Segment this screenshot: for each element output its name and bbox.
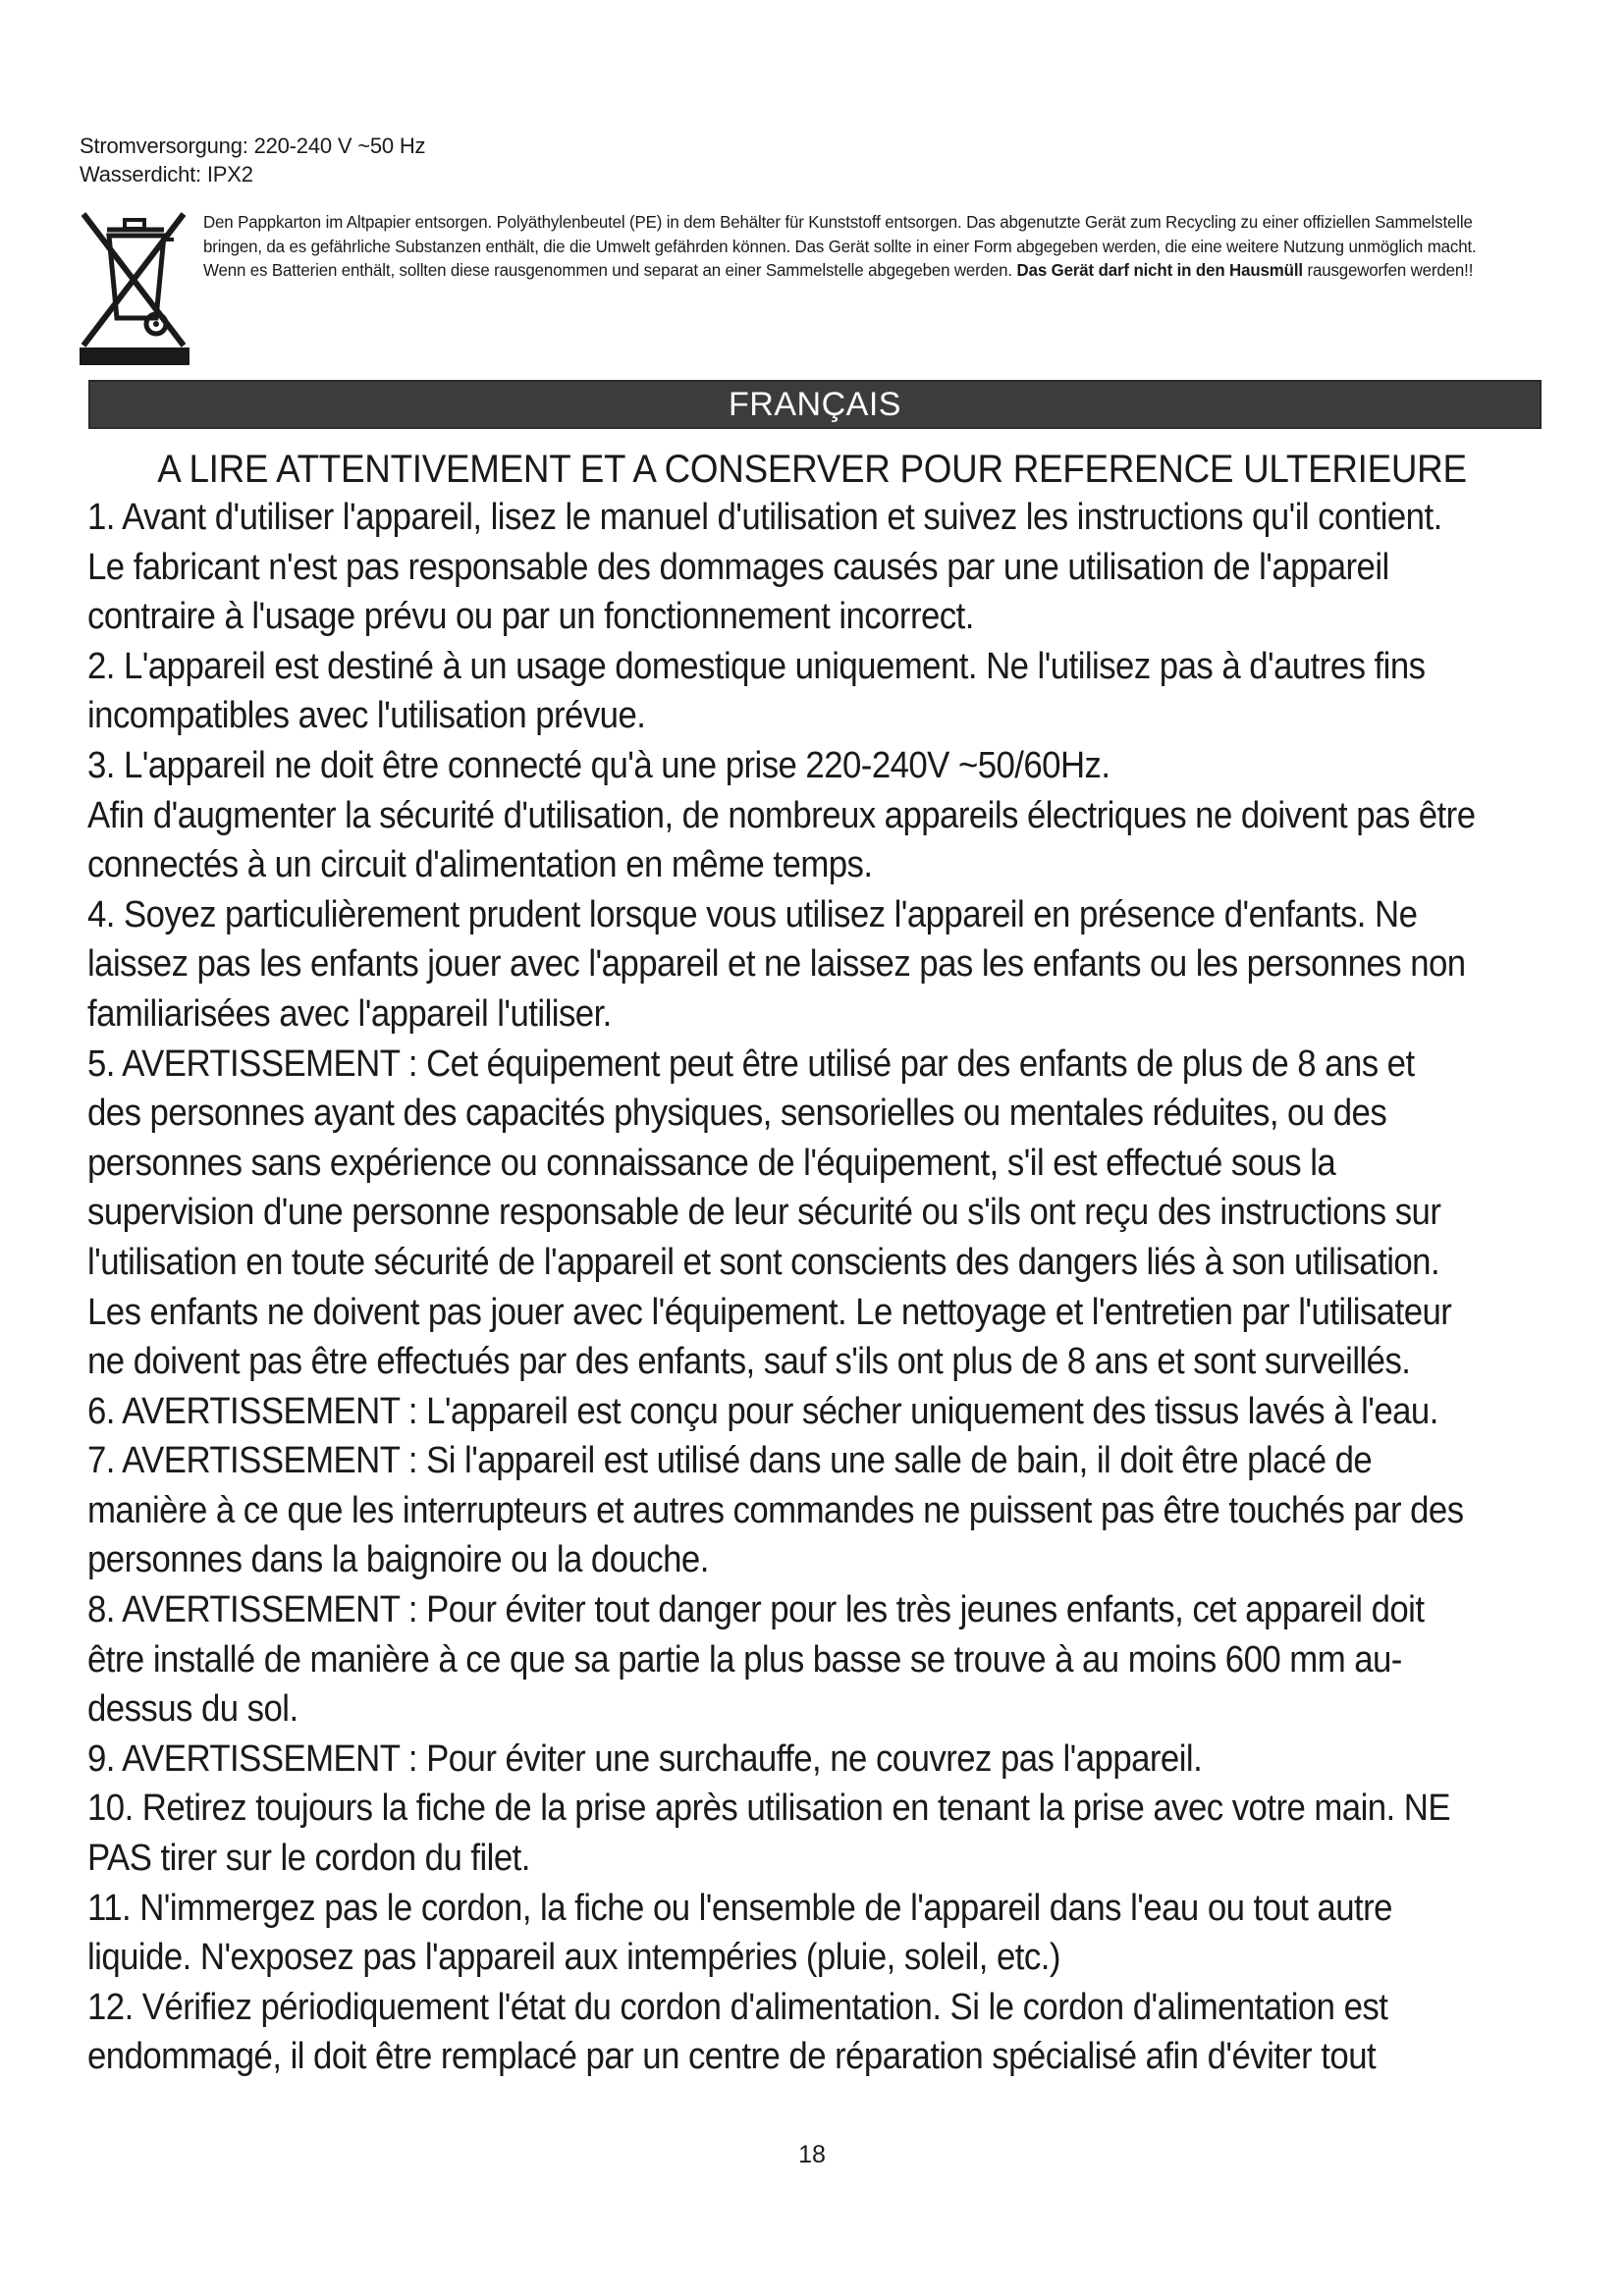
power-supply-spec: Stromversorgung: 220-240 V ~50 Hz [80,133,426,158]
instruction-item: Afin d'augmenter la sécurité d'utilisation, de nombreux appareils électriques ne doivent pas être connectés à un circuit d'alimentation en même temps. [87,794,1476,886]
instruction-item: 12. Vérifiez périodiquement l'état du cordon d'alimentation. Si le cordon d'alimentation est endommagé, il doit être remplacé par un centre de réparation spécialisé afin d'éviter tout [87,1986,1388,2078]
disposal-text: Den Pappkarton im Altpapier entsorgen. Polyäthylenbeutel (PE) in dem Behälter für Kunststoff entsorgen. Das abgenutzte Gerät zum Recycling zu einer offiziellen Sammelstelle bringen, da es gefährliche Substanzen enthält, die die Umwelt gefährden können. Das Gerät sollte in einer Form abgegeben werden, die eine weitere Nutzung unmöglich macht. Wenn es Batterien enthält, sollten diese rausgenommen und separat an einer Sammelstelle abgegeben werden. [203,212,1477,280]
instruction-item: 5. AVERTISSEMENT : Cet équipement peut être utilisé par des enfants de plus de 8 ans et des personnes ayant des capacités physiques, sensorielles ou mentales réduites, ou des personnes sans expérience ou connaissance de l'équipement, s'il est effectué sous la supervision d'une personne responsable de leur sécurité ou s'ils ont reçu des instructions sur l'utilisation en toute sécurité de l'appareil et sont conscients des dangers liés à son utilisation. Les enfants ne doivent pas jouer avec l'équipement. Le nettoyage et l'entretien par l'utilisateur ne doivent pas être effectués par des enfants, sauf s'ils ont plus de 8 ans et sont surveillés. [87,1042,1452,1383]
instruction-item: 2. L'appareil est destiné à un usage domestique uniquement. Ne l'utilisez pas à d'autres fins incompatibles avec l'utilisation prévue. [87,645,1426,737]
disposal-notice [74,208,1566,375]
instruction-item: 7. AVERTISSEMENT : Si l'appareil est utilisé dans une salle de bain, il doit être placé de manière à ce que les interrupteurs et autres commandes ne puissent pas être touchés par des personnes dans la baignoire ou la douche. [87,1440,1464,1581]
instruction-item: 1. Avant d'utiliser l'appareil, lisez le manuel d'utilisation et suivez les instructions qu'il contient. Le fabricant n'est pas responsable des dommages causés par une utilisation de l'appareil contraire à l'usage prévu ou par un fonctionnement incorrect. [87,497,1442,638]
section-headline: A LIRE ATTENTIVEMENT ET A CONSERVER POUR REFERENCE ULTERIEURE [157,448,1467,491]
specifications [80,132,425,188]
instruction-item: 9. AVERTISSEMENT : Pour éviter une surchauffe, ne couvrez pas l'appareil. [87,1737,1203,1780]
instruction-item: 3. L'appareil ne doit être connecté qu'à une prise 220-240V ~50/60Hz. [87,744,1110,786]
disposal-warning-bold: Das Gerät darf nicht in den Hausmüll [1016,260,1303,280]
safety-instructions [87,493,1476,2082]
crossed-out-wheelie-bin-icon [74,208,193,367]
disposal-instructions [203,210,1518,283]
waterproof-spec: Wasserdicht: IPX2 [80,162,253,187]
instruction-item: 4. Soyez particulièrement prudent lorsque vous utilisez l'appareil en présence d'enfants. Ne laissez pas les enfants jouer avec l'appareil et ne laissez pas les enfants ou les personnes non familiarisées avec l'appareil l'utiliser. [87,893,1466,1035]
instruction-item: 10. Retirez toujours la fiche de la prise après utilisation en tenant la prise avec votre main. NE PAS tirer sur le cordon du filet. [87,1788,1450,1880]
instruction-item: 8. AVERTISSEMENT : Pour éviter tout danger pour les très jeunes enfants, cet appareil doit être installé de manière à ce que sa partie la plus basse se trouve à au moins 600 mm au-dessus du sol. [87,1589,1425,1731]
language-banner: FRANÇAIS [88,380,1542,429]
instruction-item: 11. N'immergez pas le cordon, la fiche ou l'ensemble de l'appareil dans l'eau ou tout autre liquide. N'exposez pas l'appareil aux intempéries (pluie, soleil, etc.) [87,1887,1392,1979]
page-number: 18 [798,2141,826,2168]
instruction-item: 6. AVERTISSEMENT : L'appareil est conçu pour sécher uniquement des tissus lavés à l'eau. [87,1390,1438,1432]
disposal-text-end: rausgeworfen werden!! [1302,260,1474,280]
